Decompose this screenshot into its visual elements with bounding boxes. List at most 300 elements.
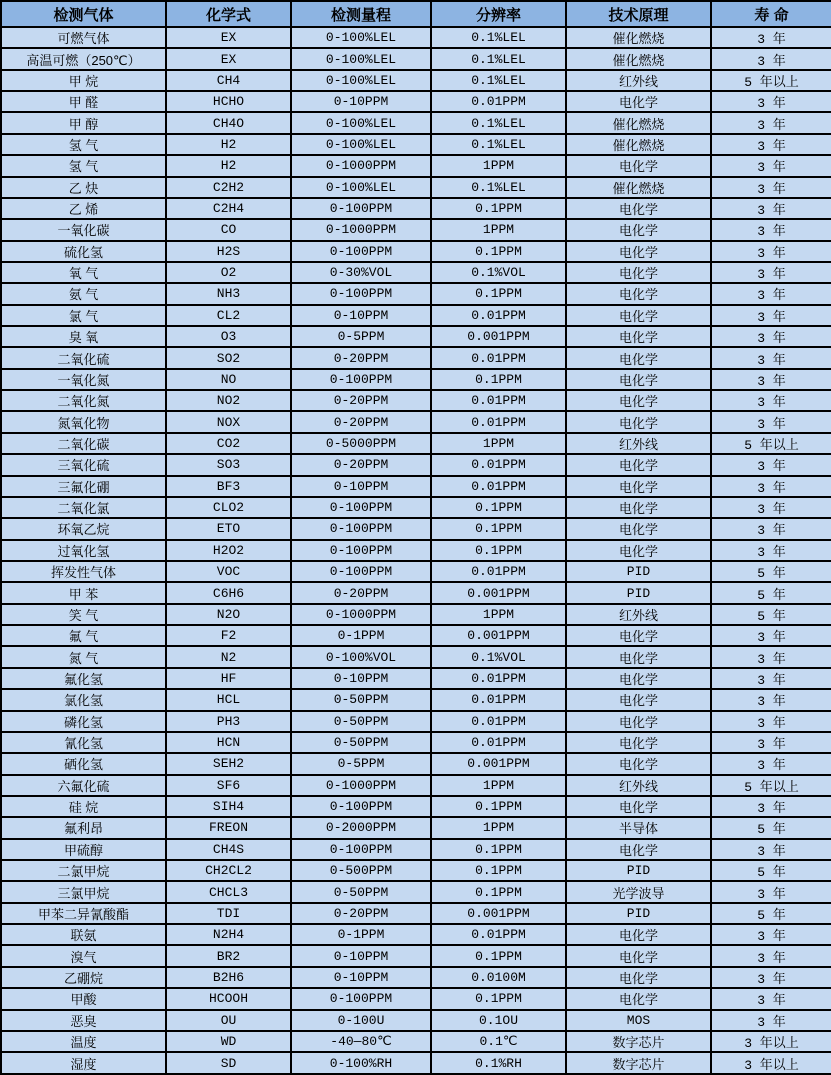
- cell-resolution: 1PPM: [431, 155, 566, 176]
- column-header-formula: 化学式: [166, 1, 291, 27]
- cell-gas-name: 三氧化硫: [1, 454, 166, 475]
- cell-formula: HCN: [166, 732, 291, 753]
- cell-principle: PID: [566, 903, 711, 924]
- cell-lifespan: 3 年: [711, 668, 831, 689]
- cell-formula: VOC: [166, 561, 291, 582]
- cell-formula: SO3: [166, 454, 291, 475]
- cell-range: 0-1000PPM: [291, 775, 431, 796]
- cell-lifespan: 5 年以上: [711, 70, 831, 91]
- cell-lifespan: 3 年: [711, 390, 831, 411]
- cell-lifespan: 3 年: [711, 967, 831, 988]
- cell-gas-name: 可燃气体: [1, 27, 166, 48]
- table-row: [1, 582, 831, 603]
- cell-range: 0-100%LEL: [291, 134, 431, 155]
- table-row: [1, 1052, 831, 1074]
- cell-principle: 电化学: [566, 497, 711, 518]
- cell-formula: O2: [166, 262, 291, 283]
- table-row: [1, 689, 831, 710]
- table-row: [1, 369, 831, 390]
- table-row: [1, 70, 831, 91]
- cell-lifespan: 3 年: [711, 241, 831, 262]
- cell-formula: CH4: [166, 70, 291, 91]
- cell-gas-name: 氮氧化物: [1, 411, 166, 432]
- cell-range: 0-30%VOL: [291, 262, 431, 283]
- cell-range: 0-100%LEL: [291, 112, 431, 133]
- cell-lifespan: 3 年以上: [711, 1052, 831, 1074]
- table-row: [1, 497, 831, 518]
- cell-resolution: 0.01PPM: [431, 711, 566, 732]
- cell-formula: FREON: [166, 817, 291, 838]
- table-row: [1, 241, 831, 262]
- cell-range: 0-100PPM: [291, 241, 431, 262]
- cell-lifespan: 3 年: [711, 48, 831, 69]
- table-row: [1, 753, 831, 774]
- cell-principle: 电化学: [566, 390, 711, 411]
- cell-principle: 电化学: [566, 155, 711, 176]
- cell-resolution: 1PPM: [431, 219, 566, 240]
- cell-gas-name: 氢 气: [1, 155, 166, 176]
- cell-range: 0-100PPM: [291, 518, 431, 539]
- cell-principle: 电化学: [566, 988, 711, 1009]
- cell-lifespan: 5 年: [711, 903, 831, 924]
- cell-principle: 电化学: [566, 711, 711, 732]
- cell-formula: H2S: [166, 241, 291, 262]
- cell-gas-name: 乙 炔: [1, 177, 166, 198]
- table-row: [1, 924, 831, 945]
- table-row: [1, 796, 831, 817]
- table-row: [1, 476, 831, 497]
- cell-formula: B2H6: [166, 967, 291, 988]
- cell-formula: CL2: [166, 305, 291, 326]
- cell-resolution: 0.1%LEL: [431, 177, 566, 198]
- table-row: [1, 1010, 831, 1031]
- cell-resolution: 0.1PPM: [431, 198, 566, 219]
- cell-resolution: 0.001PPM: [431, 903, 566, 924]
- cell-gas-name: 甲 醇: [1, 112, 166, 133]
- cell-lifespan: 3 年: [711, 347, 831, 368]
- cell-principle: 电化学: [566, 283, 711, 304]
- cell-principle: MOS: [566, 1010, 711, 1031]
- cell-principle: 催化燃烧: [566, 134, 711, 155]
- cell-range: 0-50PPM: [291, 732, 431, 753]
- cell-formula: SD: [166, 1052, 291, 1074]
- cell-resolution: 1PPM: [431, 604, 566, 625]
- table-row: [1, 518, 831, 539]
- column-header-range: 检测量程: [291, 1, 431, 27]
- cell-lifespan: 3 年: [711, 454, 831, 475]
- cell-gas-name: 溴气: [1, 945, 166, 966]
- cell-range: 0-100PPM: [291, 561, 431, 582]
- table-row: [1, 283, 831, 304]
- cell-resolution: 0.1%LEL: [431, 112, 566, 133]
- cell-principle: 电化学: [566, 411, 711, 432]
- cell-principle: 电化学: [566, 219, 711, 240]
- cell-resolution: 0.01PPM: [431, 689, 566, 710]
- cell-lifespan: 3 年: [711, 305, 831, 326]
- cell-formula: CHCL3: [166, 881, 291, 902]
- cell-range: 0-500PPM: [291, 860, 431, 881]
- cell-formula: C2H2: [166, 177, 291, 198]
- cell-gas-name: 温度: [1, 1031, 166, 1052]
- cell-resolution: 0.001PPM: [431, 326, 566, 347]
- table-row: [1, 646, 831, 667]
- cell-resolution: 0.1PPM: [431, 860, 566, 881]
- cell-resolution: 0.1℃: [431, 1031, 566, 1052]
- column-header-principle: 技术原理: [566, 1, 711, 27]
- cell-lifespan: 3 年: [711, 476, 831, 497]
- cell-lifespan: 3 年: [711, 497, 831, 518]
- cell-lifespan: 3 年: [711, 881, 831, 902]
- table-row: [1, 305, 831, 326]
- cell-lifespan: 3 年: [711, 518, 831, 539]
- cell-formula: WD: [166, 1031, 291, 1052]
- cell-gas-name: 湿度: [1, 1052, 166, 1074]
- cell-resolution: 0.1%LEL: [431, 134, 566, 155]
- table-row: [1, 433, 831, 454]
- table-row: [1, 390, 831, 411]
- cell-lifespan: 5 年以上: [711, 775, 831, 796]
- cell-lifespan: 3 年: [711, 198, 831, 219]
- cell-lifespan: 3 年: [711, 1010, 831, 1031]
- cell-range: 0-5PPM: [291, 753, 431, 774]
- cell-gas-name: 甲 醛: [1, 91, 166, 112]
- cell-lifespan: 3 年: [711, 988, 831, 1009]
- cell-resolution: 0.1%RH: [431, 1052, 566, 1074]
- cell-lifespan: 3 年: [711, 283, 831, 304]
- table-row: [1, 198, 831, 219]
- cell-resolution: 0.1PPM: [431, 497, 566, 518]
- cell-resolution: 0.1PPM: [431, 839, 566, 860]
- cell-resolution: 0.01PPM: [431, 347, 566, 368]
- cell-resolution: 0.01PPM: [431, 668, 566, 689]
- cell-range: 0-10PPM: [291, 476, 431, 497]
- cell-principle: 电化学: [566, 347, 711, 368]
- table-row: [1, 454, 831, 475]
- cell-lifespan: 3 年: [711, 91, 831, 112]
- cell-principle: 电化学: [566, 967, 711, 988]
- cell-lifespan: 3 年: [711, 796, 831, 817]
- cell-formula: NO2: [166, 390, 291, 411]
- cell-gas-name: 氰化氢: [1, 732, 166, 753]
- cell-lifespan: 3 年: [711, 945, 831, 966]
- cell-formula: SO2: [166, 347, 291, 368]
- cell-formula: H2: [166, 134, 291, 155]
- cell-range: 0-100PPM: [291, 839, 431, 860]
- cell-resolution: 0.01PPM: [431, 91, 566, 112]
- cell-gas-name: 臭 氧: [1, 326, 166, 347]
- table-row: [1, 91, 831, 112]
- column-header-resolution: 分辨率: [431, 1, 566, 27]
- cell-principle: 数字芯片: [566, 1052, 711, 1074]
- table-row: [1, 1031, 831, 1052]
- cell-range: 0-100PPM: [291, 796, 431, 817]
- table-row: [1, 711, 831, 732]
- cell-formula: CO: [166, 219, 291, 240]
- cell-resolution: 0.01PPM: [431, 390, 566, 411]
- cell-gas-name: 高温可燃（250℃）: [1, 48, 166, 69]
- cell-gas-name: 甲硫醇: [1, 839, 166, 860]
- cell-resolution: 1PPM: [431, 433, 566, 454]
- cell-range: 0-10PPM: [291, 668, 431, 689]
- cell-resolution: 0.01PPM: [431, 561, 566, 582]
- cell-principle: 数字芯片: [566, 1031, 711, 1052]
- cell-range: 0-100%LEL: [291, 177, 431, 198]
- cell-range: 0-20PPM: [291, 454, 431, 475]
- cell-range: 0-10PPM: [291, 305, 431, 326]
- table-row: [1, 326, 831, 347]
- cell-range: 0-1PPM: [291, 924, 431, 945]
- table-row: [1, 112, 831, 133]
- cell-resolution: 1PPM: [431, 817, 566, 838]
- cell-formula: CH4S: [166, 839, 291, 860]
- cell-gas-name: 六氟化硫: [1, 775, 166, 796]
- cell-principle: 催化燃烧: [566, 177, 711, 198]
- cell-lifespan: 3 年: [711, 219, 831, 240]
- cell-lifespan: 3 年: [711, 924, 831, 945]
- cell-lifespan: 3 年: [711, 625, 831, 646]
- cell-principle: 电化学: [566, 262, 711, 283]
- cell-principle: 电化学: [566, 540, 711, 561]
- table-row: [1, 262, 831, 283]
- cell-principle: 电化学: [566, 732, 711, 753]
- cell-range: 0-100PPM: [291, 198, 431, 219]
- cell-gas-name: 氮 气: [1, 646, 166, 667]
- cell-resolution: 0.1%VOL: [431, 262, 566, 283]
- cell-lifespan: 3 年: [711, 134, 831, 155]
- cell-gas-name: 一氧化氮: [1, 369, 166, 390]
- table-row: [1, 411, 831, 432]
- cell-range: 0-100%LEL: [291, 70, 431, 91]
- cell-resolution: 0.01PPM: [431, 732, 566, 753]
- cell-formula: C2H4: [166, 198, 291, 219]
- cell-gas-name: 三氟化硼: [1, 476, 166, 497]
- cell-gas-name: 甲酸: [1, 988, 166, 1009]
- cell-resolution: 0.001PPM: [431, 625, 566, 646]
- cell-resolution: 0.001PPM: [431, 582, 566, 603]
- cell-formula: HCL: [166, 689, 291, 710]
- cell-range: 0-50PPM: [291, 881, 431, 902]
- cell-formula: NH3: [166, 283, 291, 304]
- cell-principle: 红外线: [566, 604, 711, 625]
- cell-range: 0-50PPM: [291, 711, 431, 732]
- cell-range: 0-1000PPM: [291, 155, 431, 176]
- cell-lifespan: 5 年以上: [711, 433, 831, 454]
- cell-range: 0-100%LEL: [291, 48, 431, 69]
- cell-formula: TDI: [166, 903, 291, 924]
- table-row: [1, 817, 831, 838]
- cell-principle: PID: [566, 561, 711, 582]
- cell-formula: O3: [166, 326, 291, 347]
- cell-range: 0-2000PPM: [291, 817, 431, 838]
- cell-gas-name: 硅 烷: [1, 796, 166, 817]
- cell-formula: EX: [166, 48, 291, 69]
- cell-principle: 电化学: [566, 241, 711, 262]
- cell-formula: HCOOH: [166, 988, 291, 1009]
- cell-resolution: 0.1%LEL: [431, 27, 566, 48]
- cell-resolution: 0.1PPM: [431, 369, 566, 390]
- table-row: [1, 604, 831, 625]
- cell-formula: F2: [166, 625, 291, 646]
- cell-resolution: 0.0100M: [431, 967, 566, 988]
- cell-resolution: 0.01PPM: [431, 305, 566, 326]
- cell-principle: 光学波导: [566, 881, 711, 902]
- cell-range: 0-1PPM: [291, 625, 431, 646]
- table-row: [1, 839, 831, 860]
- cell-formula: N2O: [166, 604, 291, 625]
- cell-resolution: 1PPM: [431, 775, 566, 796]
- cell-formula: OU: [166, 1010, 291, 1031]
- cell-lifespan: 3 年: [711, 177, 831, 198]
- cell-principle: 电化学: [566, 326, 711, 347]
- cell-principle: 红外线: [566, 775, 711, 796]
- cell-principle: 红外线: [566, 433, 711, 454]
- cell-lifespan: 3 年: [711, 155, 831, 176]
- cell-range: 0-20PPM: [291, 411, 431, 432]
- cell-gas-name: 三氯甲烷: [1, 881, 166, 902]
- cell-lifespan: 3 年: [711, 839, 831, 860]
- cell-range: 0-100%RH: [291, 1052, 431, 1074]
- cell-principle: 催化燃烧: [566, 112, 711, 133]
- cell-gas-name: 笑 气: [1, 604, 166, 625]
- cell-range: 0-100%VOL: [291, 646, 431, 667]
- cell-gas-name: 二氧化氯: [1, 497, 166, 518]
- cell-resolution: 0.01PPM: [431, 454, 566, 475]
- cell-resolution: 0.1PPM: [431, 241, 566, 262]
- cell-resolution: 0.1%LEL: [431, 48, 566, 69]
- cell-lifespan: 3 年: [711, 27, 831, 48]
- cell-principle: 电化学: [566, 476, 711, 497]
- cell-resolution: 0.1PPM: [431, 881, 566, 902]
- cell-gas-name: 甲 苯: [1, 582, 166, 603]
- cell-formula: CH2CL2: [166, 860, 291, 881]
- cell-range: 0-5PPM: [291, 326, 431, 347]
- cell-principle: 红外线: [566, 70, 711, 91]
- table-row: [1, 860, 831, 881]
- cell-principle: 电化学: [566, 198, 711, 219]
- cell-principle: 电化学: [566, 305, 711, 326]
- column-header-gas: 检测气体: [1, 1, 166, 27]
- cell-lifespan: 3 年: [711, 732, 831, 753]
- cell-gas-name: 乙 烯: [1, 198, 166, 219]
- table-body: [1, 27, 831, 1074]
- cell-principle: 催化燃烧: [566, 48, 711, 69]
- cell-formula: CH4O: [166, 112, 291, 133]
- cell-gas-name: 联氨: [1, 924, 166, 945]
- cell-range: 0-10PPM: [291, 967, 431, 988]
- table-row: [1, 988, 831, 1009]
- cell-principle: 催化燃烧: [566, 27, 711, 48]
- cell-range: -40—80℃: [291, 1031, 431, 1052]
- table-row: [1, 775, 831, 796]
- table-row: [1, 155, 831, 176]
- cell-lifespan: 3 年: [711, 369, 831, 390]
- cell-principle: 电化学: [566, 945, 711, 966]
- cell-range: 0-5000PPM: [291, 433, 431, 454]
- cell-range: 0-20PPM: [291, 347, 431, 368]
- cell-formula: HF: [166, 668, 291, 689]
- cell-gas-name: 挥发性气体: [1, 561, 166, 582]
- cell-formula: C6H6: [166, 582, 291, 603]
- cell-principle: 电化学: [566, 753, 711, 774]
- cell-principle: 电化学: [566, 646, 711, 667]
- cell-formula: SEH2: [166, 753, 291, 774]
- cell-range: 0-100PPM: [291, 283, 431, 304]
- cell-range: 0-100PPM: [291, 540, 431, 561]
- cell-gas-name: 氟利昂: [1, 817, 166, 838]
- cell-principle: 半导体: [566, 817, 711, 838]
- cell-lifespan: 5 年: [711, 604, 831, 625]
- cell-formula: ETO: [166, 518, 291, 539]
- cell-gas-name: 氟 气: [1, 625, 166, 646]
- cell-lifespan: 3 年: [711, 262, 831, 283]
- cell-principle: 电化学: [566, 924, 711, 945]
- cell-lifespan: 5 年: [711, 582, 831, 603]
- cell-resolution: 0.01PPM: [431, 924, 566, 945]
- cell-gas-name: 环氧乙烷: [1, 518, 166, 539]
- table-row: [1, 347, 831, 368]
- cell-resolution: 0.1PPM: [431, 540, 566, 561]
- cell-formula: CO2: [166, 433, 291, 454]
- table-row: [1, 945, 831, 966]
- cell-lifespan: 3 年: [711, 689, 831, 710]
- cell-resolution: 0.1PPM: [431, 283, 566, 304]
- cell-resolution: 0.1PPM: [431, 945, 566, 966]
- cell-principle: 电化学: [566, 668, 711, 689]
- cell-lifespan: 3 年: [711, 646, 831, 667]
- cell-gas-name: 一氧化碳: [1, 219, 166, 240]
- cell-formula: NOX: [166, 411, 291, 432]
- table-header-row: [1, 1, 831, 27]
- cell-gas-name: 甲 烷: [1, 70, 166, 91]
- cell-gas-name: 二氯甲烷: [1, 860, 166, 881]
- table-row: [1, 48, 831, 69]
- table-row: [1, 881, 831, 902]
- cell-range: 0-10PPM: [291, 945, 431, 966]
- cell-lifespan: 3 年: [711, 112, 831, 133]
- cell-gas-name: 二氧化碳: [1, 433, 166, 454]
- table-row: [1, 219, 831, 240]
- cell-range: 0-20PPM: [291, 390, 431, 411]
- cell-resolution: 0.1%LEL: [431, 70, 566, 91]
- cell-formula: NO: [166, 369, 291, 390]
- cell-resolution: 0.01PPM: [431, 476, 566, 497]
- cell-range: 0-100%LEL: [291, 27, 431, 48]
- cell-range: 0-20PPM: [291, 582, 431, 603]
- cell-resolution: 0.01PPM: [431, 411, 566, 432]
- cell-principle: 电化学: [566, 689, 711, 710]
- column-header-lifespan: 寿 命: [711, 1, 831, 27]
- cell-formula: SIH4: [166, 796, 291, 817]
- cell-formula: N2: [166, 646, 291, 667]
- cell-gas-name: 甲苯二异氰酸酯: [1, 903, 166, 924]
- cell-principle: 电化学: [566, 796, 711, 817]
- cell-gas-name: 硒化氢: [1, 753, 166, 774]
- cell-gas-name: 二氧化硫: [1, 347, 166, 368]
- table-row: [1, 540, 831, 561]
- table-row: [1, 177, 831, 198]
- cell-gas-name: 氢 气: [1, 134, 166, 155]
- table-row: [1, 903, 831, 924]
- cell-lifespan: 3 年: [711, 711, 831, 732]
- cell-principle: 电化学: [566, 454, 711, 475]
- cell-principle: 电化学: [566, 91, 711, 112]
- table-row: [1, 668, 831, 689]
- cell-formula: CLO2: [166, 497, 291, 518]
- cell-lifespan: 5 年: [711, 817, 831, 838]
- cell-resolution: 0.001PPM: [431, 753, 566, 774]
- cell-range: 0-100PPM: [291, 369, 431, 390]
- cell-formula: HCHO: [166, 91, 291, 112]
